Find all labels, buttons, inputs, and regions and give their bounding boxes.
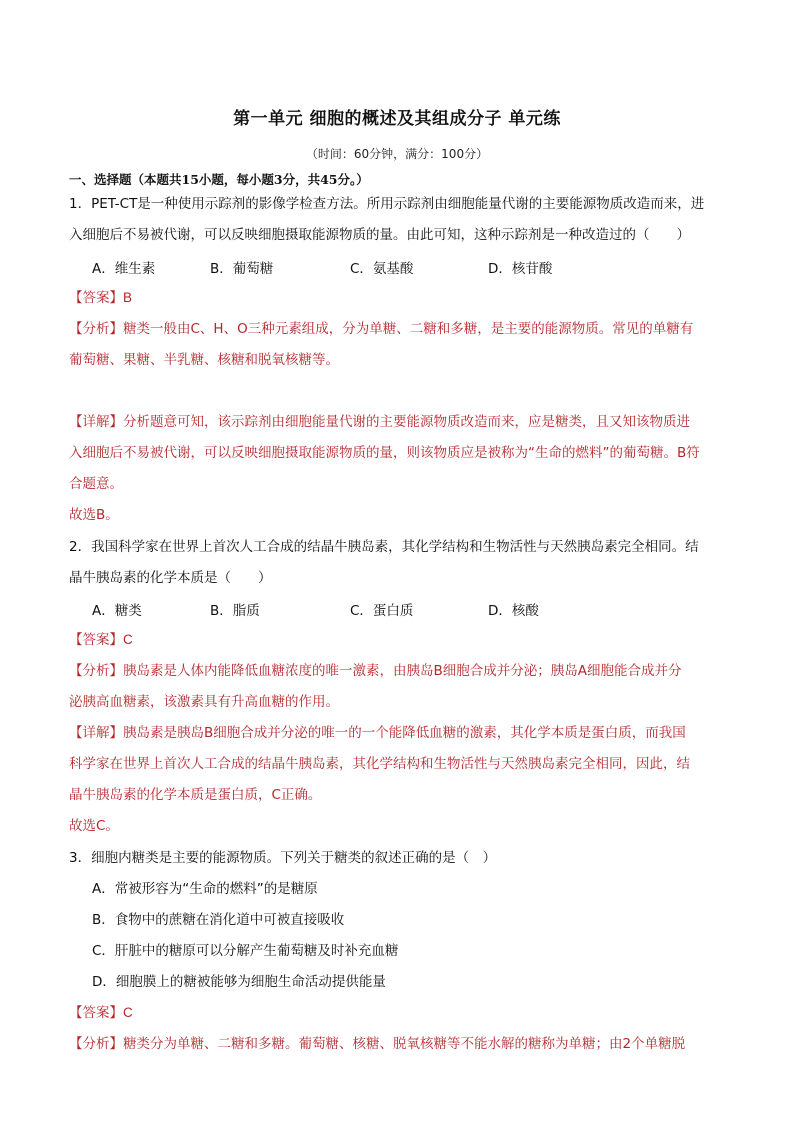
option-b: B．葡萄糖 (210, 261, 274, 277)
question-2-text-cont: 晶牛胰岛素的化学本质是（ ） (69, 570, 272, 586)
analysis-2-cont: 泌胰高血糖素，该激素具有升高血糖的作用。 (69, 694, 339, 710)
analysis-tag: 【分析】 (69, 663, 123, 679)
answer-tag: 【答案】 (69, 1005, 123, 1021)
analysis-text: 胰岛素是人体内能降低血糖浓度的唯一激素，由胰岛B细胞合成并分泌；胰岛A细胞能合成并分 (123, 663, 682, 679)
question-1-options (92, 257, 552, 277)
detail-1 (69, 412, 729, 432)
answer-tag: 【答案】 (69, 290, 123, 306)
detail-text: 胰岛素是胰岛B细胞合成并分泌的唯一的一个能降低血糖的激素，其化学本质是蛋白质，而我国 (123, 725, 686, 741)
analysis-text: 糖类一般由C、H、O三种元素组成，分为单糖、二糖和多糖，是主要的能源物质。常见的单糖有 (123, 321, 694, 337)
option-a: A．常被形容为“生命的燃料”的是糖原 (92, 881, 318, 897)
detail-tag: 【详解】 (69, 725, 123, 741)
analysis-1 (69, 319, 729, 339)
question-1-text-cont: 入细胞后不易被代谢，可以反映细胞摄取能源物质的量。由此可知，这种示踪剂是一种改造过的（ ） (69, 227, 690, 243)
option-c: C．肝脏中的糖原可以分解产生葡萄糖及时补充血糖 (92, 943, 399, 959)
option-d: D．核苷酸 (488, 261, 553, 277)
question-2-options (92, 599, 539, 619)
section-heading: 一、选择题（本题共15小题，每小题3分，共45分。） (69, 172, 369, 187)
answer-2 (69, 630, 729, 650)
analysis-text: 糖类分为单糖、二糖和多糖。葡萄糖、核糖、脱氧核糖等不能水解的糖称为单糖；由2个单糖脱 (123, 1036, 686, 1052)
answer-value: C (123, 1005, 133, 1020)
option-c: C．蛋白质 (350, 603, 414, 619)
option-b: B．食物中的蔗糖在消化道中可被直接吸收 (92, 912, 345, 928)
analysis-3 (69, 1034, 729, 1054)
question-2-text: 2．我国科学家在世界上首次人工合成的结晶牛胰岛素，其化学结构和生物活性与天然胰岛素完全相同。结 (69, 539, 699, 555)
answer-value: C (123, 632, 133, 647)
conclusion-2: 故选C。 (69, 818, 119, 834)
answer-1 (69, 288, 729, 308)
analysis-2 (69, 661, 729, 681)
answer-value: B (123, 290, 133, 305)
analysis-1-cont: 葡萄糖、果糖、半乳糖、核糖和脱氧核糖等。 (69, 352, 339, 368)
detail-tag: 【详解】 (69, 414, 123, 430)
answer-tag: 【答案】 (69, 632, 123, 648)
exam-info: （时间：60分钟，满分：100分） (305, 147, 489, 161)
question-3-text: 3．细胞内糖类是主要的能源物质。下列关于糖类的叙述正确的是（ ） (69, 850, 497, 866)
option-d: D．细胞膜上的糖被能够为细胞生命活动提供能量 (92, 974, 386, 990)
analysis-tag: 【分析】 (69, 1036, 123, 1052)
option-a: A．糖类 (92, 603, 142, 619)
detail-1-cont: 入细胞后不易被代谢，可以反映细胞摄取能源物质的量，则该物质应是被称为“生命的燃料”的葡萄糖。B符 (69, 445, 700, 461)
detail-2 (69, 723, 729, 743)
conclusion-1: 故选B。 (69, 507, 119, 523)
option-b: B．脂质 (210, 603, 260, 619)
detail-1-cont2: 合题意。 (69, 476, 123, 492)
option-a: A．维生素 (92, 261, 156, 277)
page-title: 第一单元 细胞的概述及其组成分子 单元练 (233, 109, 561, 129)
answer-3 (69, 1003, 729, 1023)
analysis-tag: 【分析】 (69, 321, 123, 337)
detail-text: 分析题意可知，该示踪剂由细胞能量代谢的主要能源物质改造而来，应是糖类，且又知该物质进 (123, 414, 690, 430)
detail-2-cont2: 晶牛胰岛素的化学本质是蛋白质，C正确。 (69, 787, 322, 803)
option-d: D．核酸 (488, 603, 539, 619)
option-c: C．氨基酸 (350, 261, 414, 277)
question-1-text: 1．PET-CT是一种使用示踪剂的影像学检查方法。所用示踪剂由细胞能量代谢的主要能源物质改造而来，进 (69, 196, 705, 212)
detail-2-cont: 科学家在世界上首次人工合成的结晶牛胰岛素，其化学结构和生物活性与天然胰岛素完全相同，因此，结 (69, 756, 690, 772)
